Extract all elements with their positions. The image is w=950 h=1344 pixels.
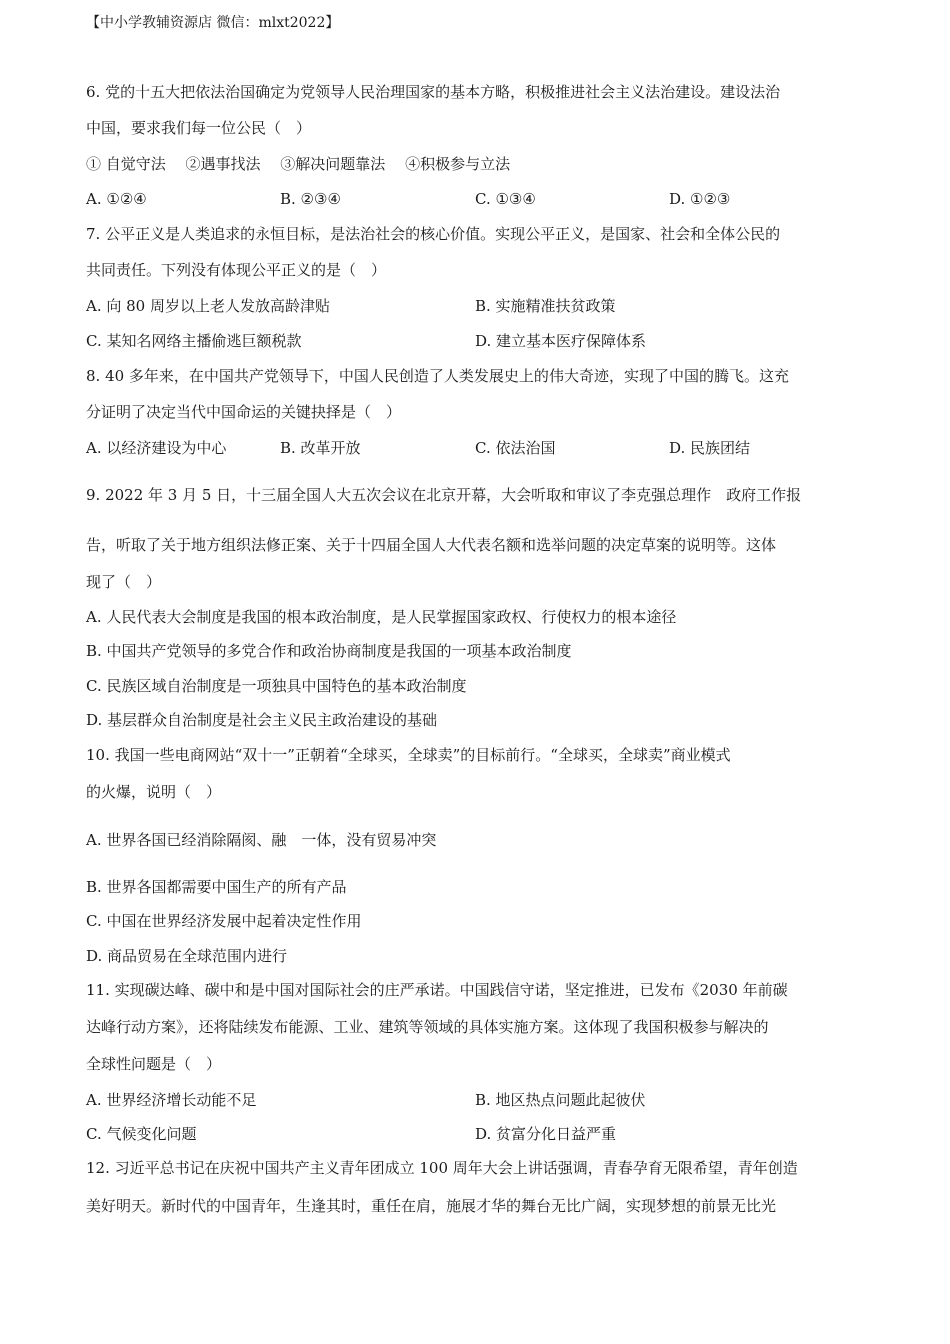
question-6-option-b: B. ②③④ xyxy=(280,190,341,208)
question-10-option-a: A. 世界各国已经消除隔阂、融 一体，没有贸易冲突 xyxy=(86,831,437,849)
question-11-stem-line-3: 全球性问题是（ ） xyxy=(86,1055,222,1073)
question-10-stem-line-2: 的火爆，说明（ ） xyxy=(86,783,222,801)
question-8-stem-line-2: 分证明了决定当代中国命运的关键抉择是（ ） xyxy=(86,403,402,421)
question-9-stem-line-3: 现了（ ） xyxy=(86,573,162,591)
question-6-stem-line-1: 6. 党的十五大把依法治国确定为党领导人民治理国家的基本方略，积极推进社会主义法治建设。建设法治 xyxy=(86,83,781,101)
question-7-option-d: D. 建立基本医疗保障体系 xyxy=(475,332,647,350)
question-9-option-d: D. 基层群众自治制度是社会主义民主政治建设的基础 xyxy=(86,711,438,729)
question-8-option-b: B. 改革开放 xyxy=(280,439,361,457)
question-10-option-c: C. 中国在世界经济发展中起着决定性作用 xyxy=(86,912,362,930)
question-11-option-a: A. 世界经济增长动能不足 xyxy=(86,1091,257,1109)
question-7-stem-line-2: 共同责任。下列没有体现公平正义的是（ ） xyxy=(86,261,387,279)
question-6-stem-line-2: 中国，要求我们每一位公民（ ） xyxy=(86,119,312,137)
question-6-option-d: D. ①②③ xyxy=(669,190,731,208)
question-12-stem-line-2: 美好明天。新时代的中国青年，生逢其时，重任在肩，施展才华的舞台无比广阔，实现梦想的前景无比光 xyxy=(86,1197,777,1215)
question-11-option-d: D. 贫富分化日益严重 xyxy=(475,1125,617,1143)
question-11-option-b: B. 地区热点问题此起彼伏 xyxy=(475,1091,646,1109)
question-9-stem-line-1: 9. 2022 年 3 月 5 日，十三届全国人大五次会议在北京开幕，大会听取和审议了李克强总理作 政府工作报 xyxy=(86,486,802,504)
question-8-stem-line-1: 8. 40 多年来，在中国共产党领导下，中国人民创造了人类发展史上的伟大奇迹，实现了中国的腾飞。这充 xyxy=(86,367,789,385)
question-9-option-b: B. 中国共产党领导的多党合作和政治协商制度是我国的一项基本政治制度 xyxy=(86,642,572,660)
question-6-option-c: C. ①③④ xyxy=(475,190,536,208)
question-8-option-a: A. 以经济建设为中心 xyxy=(86,439,227,457)
page-header-watermark: 【中小学教辅资源店 微信：mlxt2022】 xyxy=(86,15,340,31)
question-11-stem-line-2: 达峰行动方案》，还将陆续发布能源、工业、建筑等领域的具体实施方案。这体现了我国积极参与解决的 xyxy=(86,1018,769,1036)
question-7-stem-line-1: 7. 公平正义是人类追求的永恒目标，是法治社会的核心价值。实现公平正义，是国家、社会和全体公民的 xyxy=(86,225,781,243)
question-10-option-b: B. 世界各国都需要中国生产的所有产品 xyxy=(86,878,347,896)
question-11-stem-line-1: 11. 实现碳达峰、碳中和是中国对国际社会的庄严承诺。中国践信守诺，坚定推进，已发布《2030 年前碳 xyxy=(86,981,788,999)
question-9-option-a: A. 人民代表大会制度是我国的根本政治制度，是人民掌握国家政权、行使权力的根本途径 xyxy=(86,608,677,626)
question-7-option-b: B. 实施精准扶贫政策 xyxy=(475,297,616,315)
question-12-stem-line-1: 12. 习近平总书记在庆祝中国共产主义青年团成立 100 周年大会上讲话强调，青春孕育无限希望，青年创造 xyxy=(86,1159,798,1177)
question-11-option-c: C. 气候变化问题 xyxy=(86,1125,197,1143)
question-7-option-c: C. 某知名网络主播偷逃巨额税款 xyxy=(86,332,302,350)
question-9-stem-line-2: 告，听取了关于地方组织法修正案、关于十四届全国人大代表名额和选举问题的决定草案的说明等。这体 xyxy=(86,536,777,554)
question-8-option-c: C. 依法治国 xyxy=(475,439,556,457)
question-10-stem-line-1: 10. 我国一些电商网站“双十一”正朝着“全球买，全球卖”的目标前行。“全球买，全球卖”商业模式 xyxy=(86,746,731,764)
question-7-option-a: A. 向 80 周岁以上老人发放高龄津贴 xyxy=(86,297,330,315)
question-6-items: ① 自觉守法 ②遇事找法 ③解决问题靠法 ④积极参与立法 xyxy=(86,155,511,173)
question-6-option-a: A. ①②④ xyxy=(86,190,147,208)
question-9-option-c: C. 民族区域自治制度是一项独具中国特色的基本政治制度 xyxy=(86,677,467,695)
question-8-option-d: D. 民族团结 xyxy=(669,439,751,457)
question-10-option-d: D. 商品贸易在全球范围内进行 xyxy=(86,947,288,965)
